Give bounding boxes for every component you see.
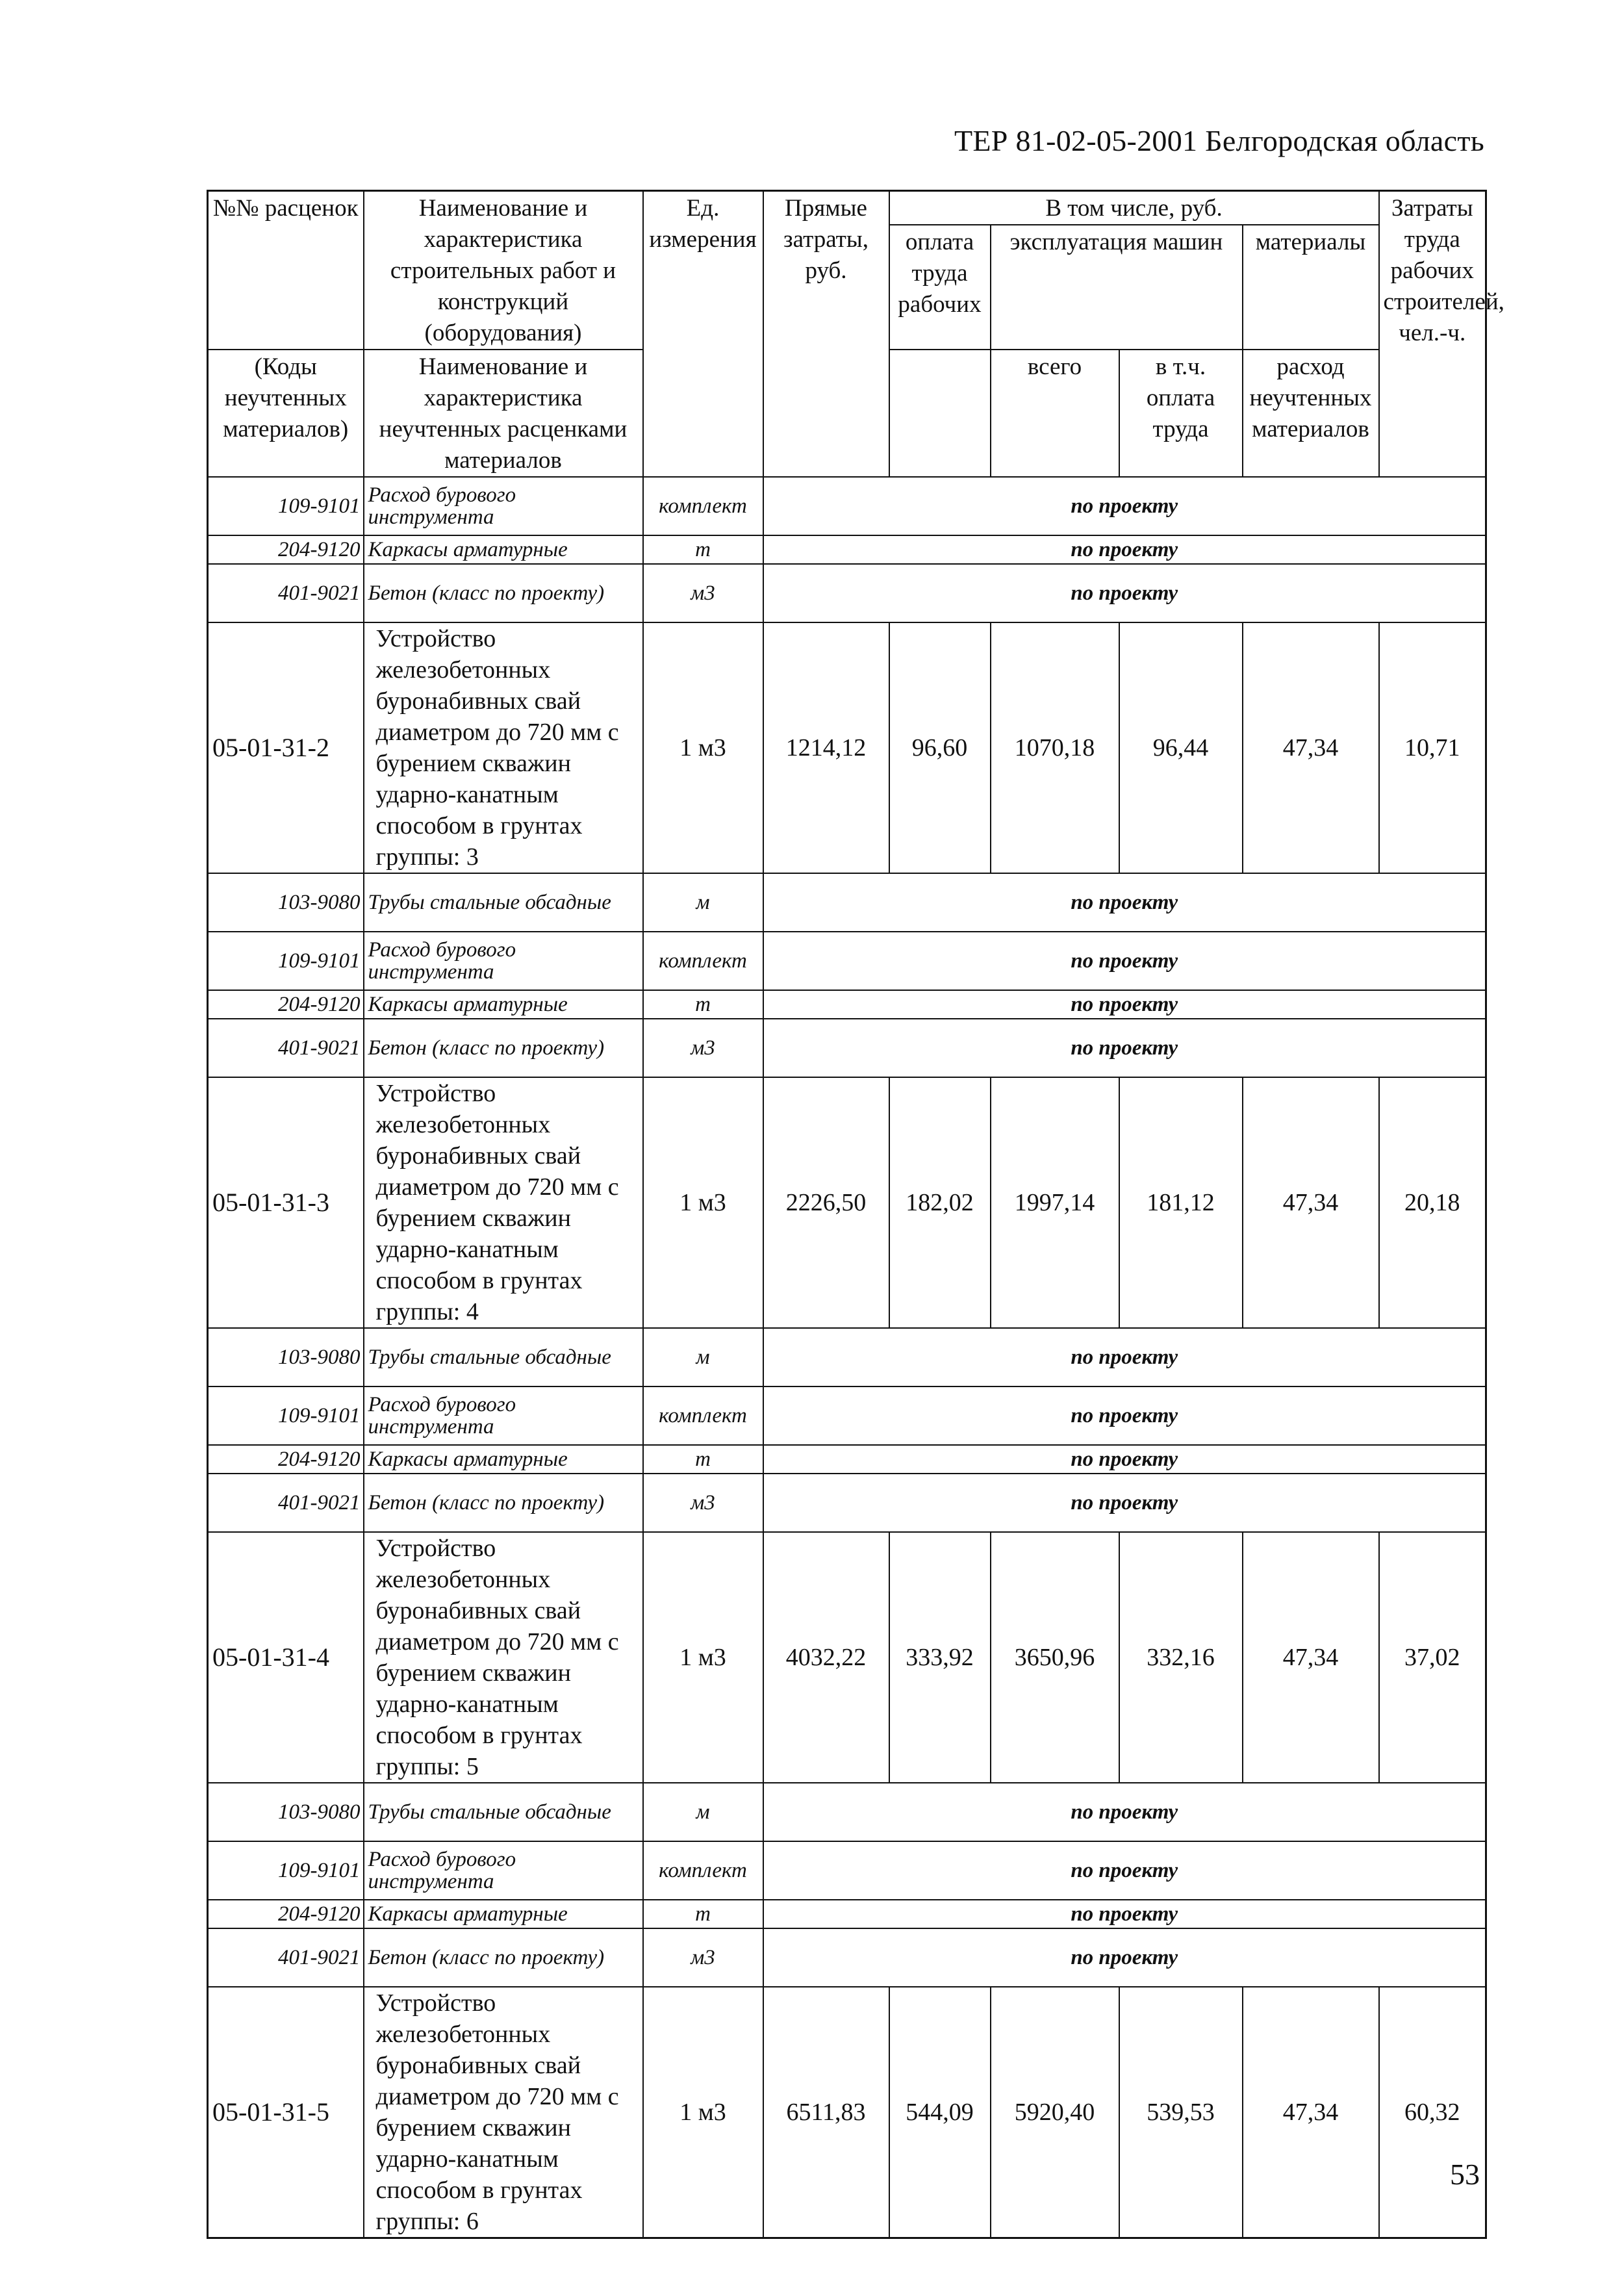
material-name: Расход бурового инструмента (364, 477, 643, 535)
work-machines-total: 5920,40 (991, 1987, 1119, 2238)
work-rate-unit: 1 м3 (643, 622, 763, 873)
material-value: по проекту (763, 1328, 1486, 1386)
material-name: Каркасы арматурные (364, 990, 643, 1019)
table-header (208, 191, 1504, 478)
material-name: Каркасы арматурные (364, 535, 643, 564)
header-including: В том числе, руб. (889, 191, 1379, 225)
work-rate-unit: 1 м3 (643, 1532, 763, 1783)
work-machines-total: 1070,18 (991, 622, 1119, 873)
work-machines-wage: 332,16 (1119, 1532, 1243, 1783)
work-direct-costs: 6511,83 (763, 1987, 889, 2238)
material-code: 401-9021 (208, 1928, 364, 1987)
material-name: Расход бурового инструмента (364, 1841, 643, 1900)
material-value: по проекту (763, 1019, 1486, 1077)
material-unit: комплект (643, 1841, 763, 1900)
material-unit: т (643, 990, 763, 1019)
material-row (208, 1445, 1486, 1474)
work-rate-code: 05-01-31-3 (208, 1077, 364, 1328)
work-rate-code: 05-01-31-4 (208, 1532, 364, 1783)
material-value: по проекту (763, 1900, 1486, 1928)
material-row (208, 1900, 1486, 1928)
material-code: 109-9101 (208, 932, 364, 990)
work-labor: 37,02 (1379, 1532, 1486, 1783)
material-value: по проекту (763, 990, 1486, 1019)
rates-table (207, 190, 1504, 2239)
material-code: 103-9080 (208, 1328, 364, 1386)
material-value: по проекту (763, 1783, 1486, 1841)
work-machines-total: 3650,96 (991, 1532, 1119, 1783)
work-rate-row (208, 622, 1486, 873)
material-unit: м (643, 873, 763, 932)
material-row (208, 564, 1486, 622)
material-row (208, 1783, 1486, 1841)
work-labor: 60,32 (1379, 1987, 1486, 2238)
material-value: по проекту (763, 477, 1486, 535)
material-code: 103-9080 (208, 1783, 364, 1841)
work-machines-wage: 181,12 (1119, 1077, 1243, 1328)
header-machines: эксплуатация машин (991, 225, 1243, 350)
material-unit: комплект (643, 477, 763, 535)
material-row (208, 1841, 1486, 1900)
material-name: Каркасы арматурные (364, 1900, 643, 1928)
material-name: Трубы стальные обсадные (364, 873, 643, 932)
work-rate-name: Устройство железобетонных буронабивных свай диаметром до 720 мм с бурением скважин ударно-канатным способом в грунтах группы: 3 (364, 622, 643, 873)
material-value: по проекту (763, 1841, 1486, 1900)
material-code: 109-9101 (208, 477, 364, 535)
material-code: 401-9021 (208, 1474, 364, 1532)
header-name-bottom: Наименование и характеристика неучтенных расценками материалов (364, 350, 643, 477)
material-row (208, 1474, 1486, 1532)
material-value: по проекту (763, 932, 1486, 990)
material-value: по проекту (763, 1474, 1486, 1532)
work-rate-unit: 1 м3 (643, 1987, 763, 2238)
material-value: по проекту (763, 564, 1486, 622)
work-labor: 20,18 (1379, 1077, 1486, 1328)
material-unit: м3 (643, 564, 763, 622)
header-material-consumption: расход неучтенных материалов (1243, 350, 1379, 477)
work-materials: 47,34 (1243, 622, 1379, 873)
header-labor: Затраты труда рабочих строителей, чел.-ч. (1379, 191, 1486, 478)
header-name-top: Наименование и характеристика строительных работ и конструкций (оборудования) (364, 191, 643, 350)
material-row (208, 1928, 1486, 1987)
material-value: по проекту (763, 1928, 1486, 1987)
material-code: 204-9120 (208, 535, 364, 564)
work-rate-name: Устройство железобетонных буронабивных свай диаметром до 720 мм с бурением скважин ударно-канатным способом в грунтах группы: 6 (364, 1987, 643, 2238)
material-code: 401-9021 (208, 1019, 364, 1077)
material-value: по проекту (763, 873, 1486, 932)
material-row (208, 873, 1486, 932)
material-code: 109-9101 (208, 1841, 364, 1900)
material-value: по проекту (763, 1445, 1486, 1474)
material-row (208, 1328, 1486, 1386)
header-unit: Ед. измерения (643, 191, 763, 478)
material-code: 103-9080 (208, 873, 364, 932)
material-name: Бетон (класс по проекту) (364, 1019, 643, 1077)
work-wage: 333,92 (889, 1532, 991, 1783)
material-name: Бетон (класс по проекту) (364, 564, 643, 622)
material-code: 204-9120 (208, 1900, 364, 1928)
work-materials: 47,34 (1243, 1077, 1379, 1328)
material-row (208, 1386, 1486, 1445)
material-name: Бетон (класс по проекту) (364, 1474, 643, 1532)
work-machines-wage: 539,53 (1119, 1987, 1243, 2238)
material-value: по проекту (763, 535, 1486, 564)
header-machines-total: всего (991, 350, 1119, 477)
material-name: Расход бурового инструмента (364, 932, 643, 990)
work-rate-name: Устройство железобетонных буронабивных свай диаметром до 720 мм с бурением скважин ударно-канатным способом в грунтах группы: 4 (364, 1077, 643, 1328)
work-rate-code: 05-01-31-2 (208, 622, 364, 873)
material-row (208, 477, 1486, 535)
work-direct-costs: 2226,50 (763, 1077, 889, 1328)
table-body (208, 477, 1486, 2238)
material-unit: т (643, 1445, 763, 1474)
page-header: ТЕР 81-02-05-2001 Белгородская область (954, 124, 1484, 157)
work-machines-total: 1997,14 (991, 1077, 1119, 1328)
material-unit: т (643, 1900, 763, 1928)
work-rate-code: 05-01-31-5 (208, 1987, 364, 2238)
work-wage: 544,09 (889, 1987, 991, 2238)
material-unit: м3 (643, 1474, 763, 1532)
work-rate-row (208, 1077, 1486, 1328)
material-name: Бетон (класс по проекту) (364, 1928, 643, 1987)
page-number: 53 (1450, 2158, 1480, 2191)
work-wage: 182,02 (889, 1077, 991, 1328)
material-unit: м (643, 1328, 763, 1386)
header-wage: оплата труда рабочих (889, 225, 991, 350)
material-unit: м (643, 1783, 763, 1841)
work-wage: 96,60 (889, 622, 991, 873)
material-unit: комплект (643, 1386, 763, 1445)
material-code: 204-9120 (208, 990, 364, 1019)
header-direct-costs: Прямые затраты, руб. (763, 191, 889, 478)
material-row (208, 1019, 1486, 1077)
header-code-top: №№ расценок (208, 191, 364, 350)
material-code: 109-9101 (208, 1386, 364, 1445)
work-direct-costs: 4032,22 (763, 1532, 889, 1783)
header-code-bottom: (Коды неучтенных материалов) (208, 350, 364, 477)
material-name: Расход бурового инструмента (364, 1386, 643, 1445)
work-direct-costs: 1214,12 (763, 622, 889, 873)
rates-table-wrapper (207, 190, 1504, 2239)
header-materials: материалы (1243, 225, 1379, 350)
work-rate-unit: 1 м3 (643, 1077, 763, 1328)
material-unit: м3 (643, 1928, 763, 1987)
work-rate-name: Устройство железобетонных буронабивных свай диаметром до 720 мм с бурением скважин ударно-канатным способом в грунтах группы: 5 (364, 1532, 643, 1783)
work-labor: 10,71 (1379, 622, 1486, 873)
work-machines-wage: 96,44 (1119, 622, 1243, 873)
material-value: по проекту (763, 1386, 1486, 1445)
material-row (208, 535, 1486, 564)
material-code: 401-9021 (208, 564, 364, 622)
work-rate-row (208, 1987, 1486, 2238)
work-materials: 47,34 (1243, 1532, 1379, 1783)
work-materials: 47,34 (1243, 1987, 1379, 2238)
header-wage-continued (889, 350, 991, 477)
material-name: Трубы стальные обсадные (364, 1328, 643, 1386)
material-name: Трубы стальные обсадные (364, 1783, 643, 1841)
material-row (208, 990, 1486, 1019)
material-row (208, 932, 1486, 990)
material-unit: м3 (643, 1019, 763, 1077)
material-name: Каркасы арматурные (364, 1445, 643, 1474)
work-rate-row (208, 1532, 1486, 1783)
material-code: 204-9120 (208, 1445, 364, 1474)
header-machines-incl-wage: в т.ч. оплата труда (1119, 350, 1243, 477)
material-unit: т (643, 535, 763, 564)
material-unit: комплект (643, 932, 763, 990)
